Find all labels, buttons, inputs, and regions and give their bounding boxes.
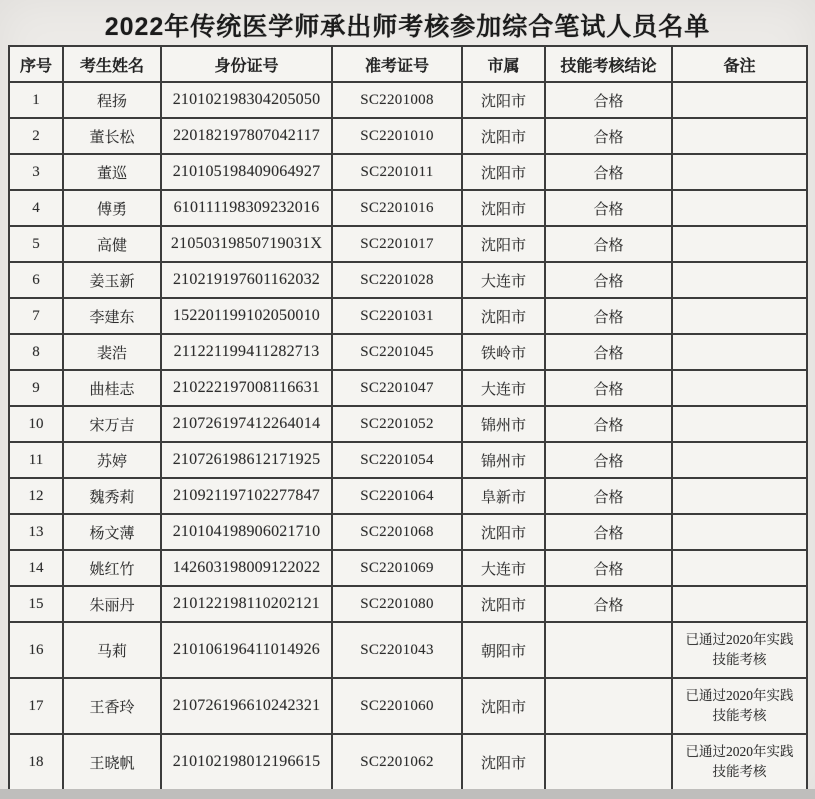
table-row <box>9 334 807 370</box>
cell-remark <box>672 586 807 622</box>
column-header-seq: 序号 <box>9 46 63 82</box>
cell-candidate-name: 傅勇 <box>63 190 161 226</box>
table-row <box>9 82 807 118</box>
cell-candidate-name: 程扬 <box>63 82 161 118</box>
cell-id-number: 210921197102277847 <box>161 478 332 514</box>
cell-skill-assessment-result: 合格 <box>545 262 672 298</box>
cell-skill-assessment-result: 合格 <box>545 298 672 334</box>
cell-city: 大连市 <box>462 262 545 298</box>
cell-remark <box>672 406 807 442</box>
table-header-row <box>9 46 807 82</box>
cell-candidate-name: 苏婷 <box>63 442 161 478</box>
cell-id-number: 210219197601162032 <box>161 262 332 298</box>
cell-id-number: 210104198906021710 <box>161 514 332 550</box>
cell-candidate-name: 裴浩 <box>63 334 161 370</box>
cell-skill-assessment-result: 合格 <box>545 226 672 262</box>
page-title: 2022年传统医学师承出师考核参加综合笔试人员名单 <box>104 13 711 41</box>
cell-city: 铁岭市 <box>462 334 545 370</box>
table-row <box>9 442 807 478</box>
cell-sequence-number: 5 <box>9 226 63 262</box>
cell-admission-ticket-number: SC2201054 <box>332 442 462 478</box>
cell-id-number: 210105198409064927 <box>161 154 332 190</box>
cell-city: 锦州市 <box>462 442 545 478</box>
cell-candidate-name: 曲桂志 <box>63 370 161 406</box>
cell-admission-ticket-number: SC2201069 <box>332 550 462 586</box>
table-row <box>9 298 807 334</box>
cell-sequence-number: 11 <box>9 442 63 478</box>
cell-candidate-name: 朱丽丹 <box>63 586 161 622</box>
cell-sequence-number: 2 <box>9 118 63 154</box>
cell-remark <box>672 334 807 370</box>
cell-id-number: 610111198309232016 <box>161 190 332 226</box>
table-row <box>9 478 807 514</box>
cell-sequence-number: 8 <box>9 334 63 370</box>
cell-skill-assessment-result: 合格 <box>545 118 672 154</box>
cell-skill-assessment-result <box>545 622 672 678</box>
cell-id-number: 210102198012196615 <box>161 734 332 790</box>
cell-city: 锦州市 <box>462 406 545 442</box>
scan-bottom-edge <box>0 789 815 799</box>
cell-remark <box>672 442 807 478</box>
table-row <box>9 734 807 790</box>
cell-admission-ticket-number: SC2201010 <box>332 118 462 154</box>
cell-remark <box>672 478 807 514</box>
table-row <box>9 406 807 442</box>
cell-skill-assessment-result: 合格 <box>545 334 672 370</box>
cell-sequence-number: 16 <box>9 622 63 678</box>
cell-admission-ticket-number: SC2201017 <box>332 226 462 262</box>
cell-remark: 已通过2020年实践技能考核 <box>672 734 807 790</box>
column-header-result: 技能考核结论 <box>545 46 672 82</box>
cell-candidate-name: 王晓帆 <box>63 734 161 790</box>
cell-skill-assessment-result <box>545 678 672 734</box>
column-header-city: 市属 <box>462 46 545 82</box>
column-header-name: 考生姓名 <box>63 46 161 82</box>
cell-admission-ticket-number: SC2201052 <box>332 406 462 442</box>
cell-candidate-name: 董巡 <box>63 154 161 190</box>
table-row <box>9 190 807 226</box>
cell-skill-assessment-result: 合格 <box>545 478 672 514</box>
cell-sequence-number: 12 <box>9 478 63 514</box>
cell-admission-ticket-number: SC2201047 <box>332 370 462 406</box>
cell-city: 沈阳市 <box>462 154 545 190</box>
cell-remark <box>672 118 807 154</box>
table-body <box>9 82 807 790</box>
cell-remark <box>672 154 807 190</box>
cell-city: 朝阳市 <box>462 622 545 678</box>
cell-city: 沈阳市 <box>462 226 545 262</box>
cell-city: 沈阳市 <box>462 118 545 154</box>
cell-admission-ticket-number: SC2201062 <box>332 734 462 790</box>
cell-sequence-number: 9 <box>9 370 63 406</box>
cell-city: 阜新市 <box>462 478 545 514</box>
table-row <box>9 622 807 678</box>
cell-remark <box>672 226 807 262</box>
cell-id-number: 210726196610242321 <box>161 678 332 734</box>
cell-id-number: 210726197412264014 <box>161 406 332 442</box>
cell-candidate-name: 马莉 <box>63 622 161 678</box>
cell-candidate-name: 魏秀莉 <box>63 478 161 514</box>
column-header-ticket: 准考证号 <box>332 46 462 82</box>
cell-city: 沈阳市 <box>462 82 545 118</box>
cell-sequence-number: 3 <box>9 154 63 190</box>
cell-id-number: 152201199102050010 <box>161 298 332 334</box>
cell-skill-assessment-result: 合格 <box>545 370 672 406</box>
cell-sequence-number: 18 <box>9 734 63 790</box>
cell-city: 沈阳市 <box>462 678 545 734</box>
cell-candidate-name: 李建东 <box>63 298 161 334</box>
cell-city: 沈阳市 <box>462 298 545 334</box>
table-row <box>9 586 807 622</box>
cell-city: 沈阳市 <box>462 734 545 790</box>
cell-sequence-number: 7 <box>9 298 63 334</box>
cell-remark <box>672 550 807 586</box>
cell-admission-ticket-number: SC2201031 <box>332 298 462 334</box>
cell-admission-ticket-number: SC2201045 <box>332 334 462 370</box>
cell-admission-ticket-number: SC2201064 <box>332 478 462 514</box>
cell-sequence-number: 15 <box>9 586 63 622</box>
cell-remark <box>672 514 807 550</box>
cell-sequence-number: 10 <box>9 406 63 442</box>
cell-id-number: 210106196411014926 <box>161 622 332 678</box>
cell-skill-assessment-result: 合格 <box>545 190 672 226</box>
cell-remark <box>672 298 807 334</box>
cell-candidate-name: 姚红竹 <box>63 550 161 586</box>
cell-skill-assessment-result: 合格 <box>545 154 672 190</box>
cell-admission-ticket-number: SC2201011 <box>332 154 462 190</box>
cell-city: 沈阳市 <box>462 190 545 226</box>
cell-city: 沈阳市 <box>462 586 545 622</box>
cell-candidate-name: 杨文薄 <box>63 514 161 550</box>
cell-sequence-number: 17 <box>9 678 63 734</box>
cell-sequence-number: 1 <box>9 82 63 118</box>
cell-skill-assessment-result: 合格 <box>545 442 672 478</box>
cell-id-number: 210122198110202121 <box>161 586 332 622</box>
cell-skill-assessment-result <box>545 734 672 790</box>
table-row <box>9 678 807 734</box>
table-row <box>9 118 807 154</box>
cell-remark <box>672 370 807 406</box>
table-row <box>9 550 807 586</box>
cell-candidate-name: 董长松 <box>63 118 161 154</box>
cell-city: 大连市 <box>462 550 545 586</box>
cell-candidate-name: 宋万吉 <box>63 406 161 442</box>
cell-candidate-name: 王香玲 <box>63 678 161 734</box>
cell-skill-assessment-result: 合格 <box>545 514 672 550</box>
cell-remark <box>672 262 807 298</box>
cell-admission-ticket-number: SC2201060 <box>332 678 462 734</box>
cell-id-number: 210102198304205050 <box>161 82 332 118</box>
candidate-roster-table <box>8 45 808 791</box>
cell-skill-assessment-result: 合格 <box>545 586 672 622</box>
table-row <box>9 262 807 298</box>
cell-id-number: 21050319850719031X <box>161 226 332 262</box>
cell-candidate-name: 高健 <box>63 226 161 262</box>
cell-admission-ticket-number: SC2201043 <box>332 622 462 678</box>
cell-skill-assessment-result: 合格 <box>545 406 672 442</box>
cell-sequence-number: 13 <box>9 514 63 550</box>
table-row <box>9 370 807 406</box>
cell-id-number: 220182197807042117 <box>161 118 332 154</box>
cell-id-number: 210222197008116631 <box>161 370 332 406</box>
cell-sequence-number: 6 <box>9 262 63 298</box>
cell-remark: 已通过2020年实践技能考核 <box>672 622 807 678</box>
table-row <box>9 226 807 262</box>
cell-id-number: 211221199411282713 <box>161 334 332 370</box>
cell-remark <box>672 190 807 226</box>
cell-admission-ticket-number: SC2201028 <box>332 262 462 298</box>
cell-skill-assessment-result: 合格 <box>545 550 672 586</box>
cell-remark <box>672 82 807 118</box>
cell-remark: 已通过2020年实践技能考核 <box>672 678 807 734</box>
column-header-remark: 备注 <box>672 46 807 82</box>
cell-sequence-number: 14 <box>9 550 63 586</box>
cell-city: 大连市 <box>462 370 545 406</box>
cell-candidate-name: 姜玉新 <box>63 262 161 298</box>
cell-skill-assessment-result: 合格 <box>545 82 672 118</box>
table-row <box>9 514 807 550</box>
cell-city: 沈阳市 <box>462 514 545 550</box>
cell-id-number: 142603198009122022 <box>161 550 332 586</box>
table-row <box>9 154 807 190</box>
cell-id-number: 210726198612171925 <box>161 442 332 478</box>
cell-admission-ticket-number: SC2201080 <box>332 586 462 622</box>
column-header-id: 身份证号 <box>161 46 332 82</box>
cell-admission-ticket-number: SC2201008 <box>332 82 462 118</box>
cell-sequence-number: 4 <box>9 190 63 226</box>
cell-admission-ticket-number: SC2201016 <box>332 190 462 226</box>
cell-admission-ticket-number: SC2201068 <box>332 514 462 550</box>
